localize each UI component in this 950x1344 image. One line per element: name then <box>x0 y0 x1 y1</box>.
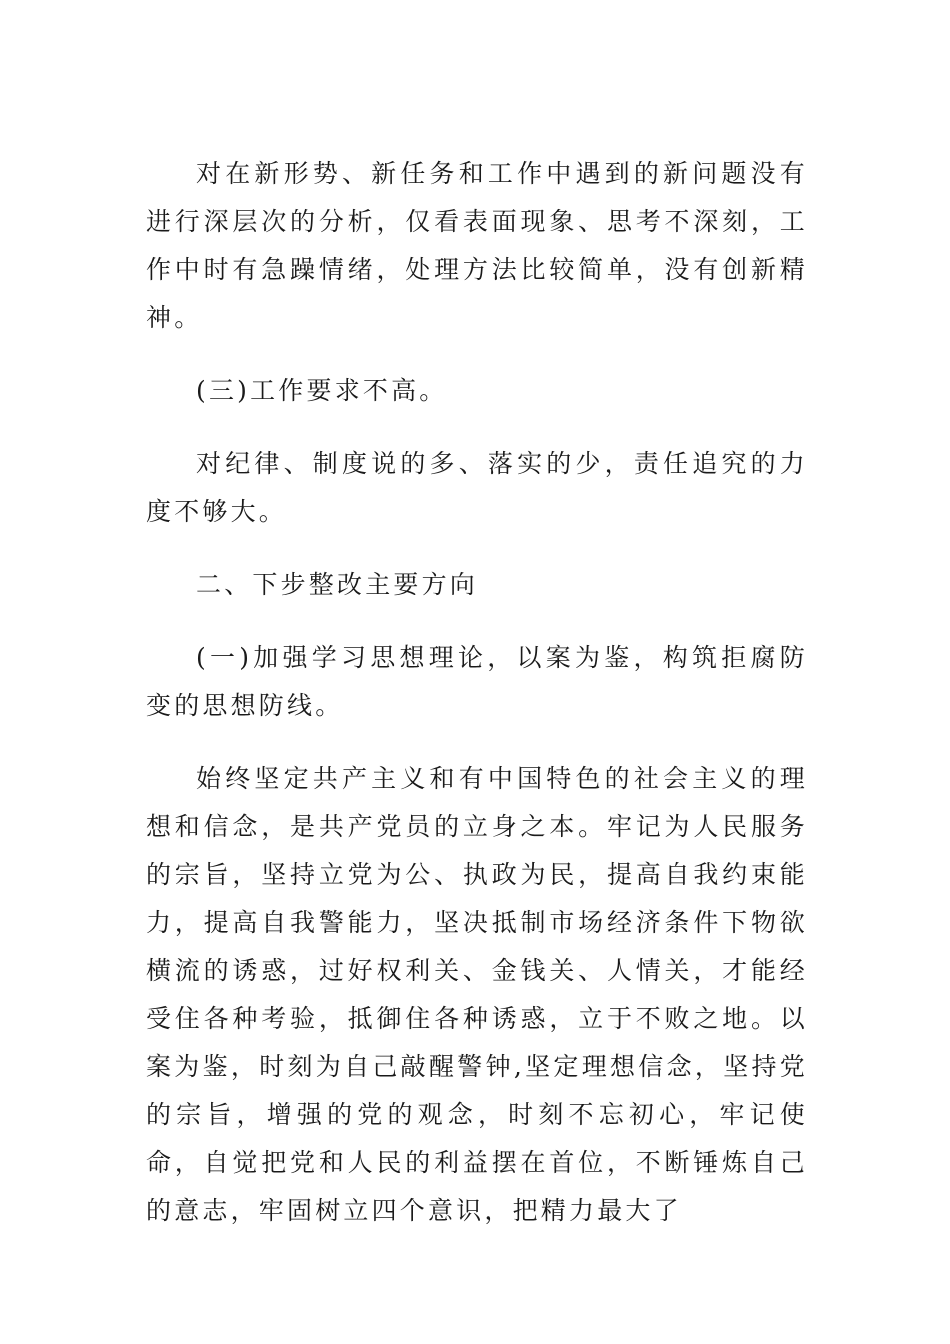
paragraph-ideals-beliefs: 始终坚定共产主义和有中国特色的社会主义的理想和信念，是共产党员的立身之本。牢记为人民服务的宗旨，坚持立党为公、执政为民，提高自我约束能力，提高自我警能力，坚决抵制市场经济条件下物欲横流的诱惑，过好权利关、金钱关、人情关，才能经受住各种考验，抵御住各种诱惑，立于不败之地。以案为鉴，时刻为自己敲醒警钟,坚定理想信念，坚持党的宗旨，增强的党的观念，时刻不忘初心，牢记使命，自觉把党和人民的利益摆在首位，不断锤炼自己的意志，牢固树立四个意识，把精力最大了 <box>146 764 808 1225</box>
heading-strengthen-study: (一)加强学习思想理论，以案为鉴，构筑拒腐防变的思想防线。 <box>146 643 808 720</box>
paragraph-discipline: 对纪律、制度说的多、落实的少，责任追究的力度不够大。 <box>146 449 808 526</box>
heading-rectification-direction: 二、下步整改主要方向 <box>196 570 479 599</box>
document-body <box>146 150 808 1235</box>
heading-work-requirements: (三)工作要求不高。 <box>196 376 448 405</box>
paragraph-analysis-problem: 对在新形势、新任务和工作中遇到的新问题没有进行深层次的分析，仅看表面现象、思考不深刻，工作中时有急躁情绪，处理方法比较简单，没有创新精神。 <box>146 159 808 332</box>
